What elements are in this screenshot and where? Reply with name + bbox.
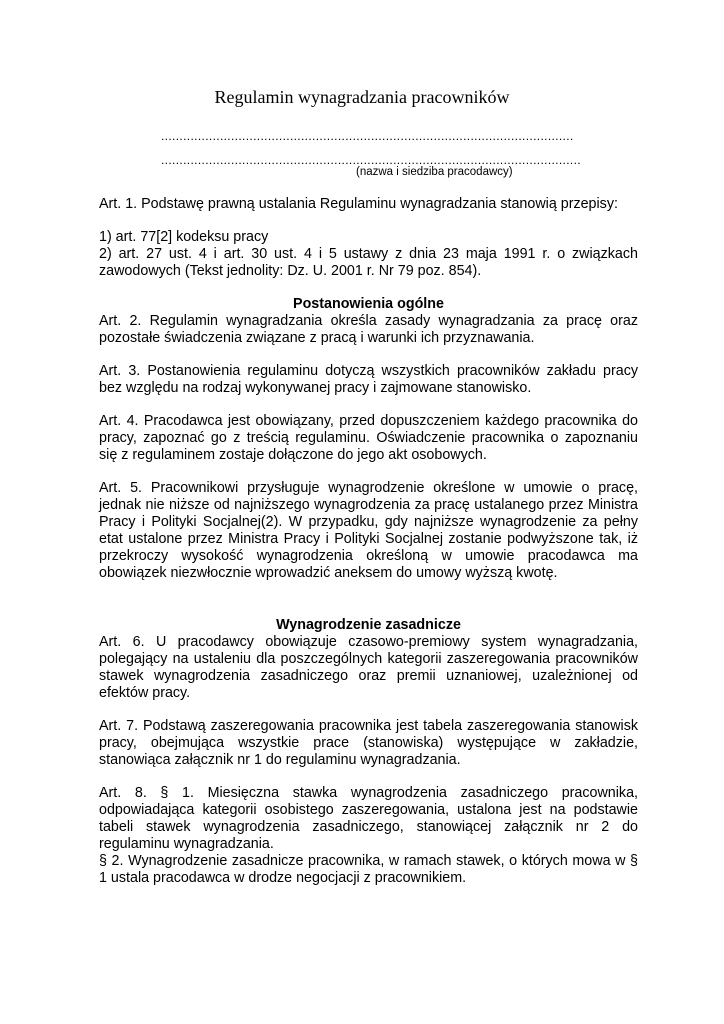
article-1-item-1: 1) art. 77[2] kodeksu pracy — [99, 229, 269, 245]
employer-dots-line-1: ................................................................................................................ — [161, 129, 574, 143]
article-8-paragraph-2: § 2. Wynagrodzenie zasadnicze pracownika, w ramach stawek, o których mowa w § 1 ustala pracodawca w drodze negocjacji z pracownikiem. — [99, 853, 638, 886]
article-1-item-2: 2) art. 27 ust. 4 i art. 30 ust. 4 i 5 ustawy z dnia 23 maja 1991 r. o związkach zawodowych (Tekst jednolity: Dz. U. 2001 r. Nr 79 poz. 854). — [99, 246, 638, 279]
article-2: Art. 2. Regulamin wynagradzania określa zasady wynagradzania za pracę oraz pozostałe świadczenia związane z pracą i warunki ich przyznawania. — [99, 313, 638, 346]
section-heading-base-salary: Wynagrodzenie zasadnicze — [276, 617, 461, 633]
employer-caption: (nazwa i siedziba pracodawcy) — [356, 166, 513, 178]
article-1: Art. 1. Podstawę prawną ustalania Regulaminu wynagradzania stanowią przepisy: — [99, 196, 618, 212]
article-8-paragraph-1: Art. 8. § 1. Miesięczna stawka wynagrodzenia zasadniczego pracownika, odpowiadająca kategorii osobistego zaszeregowania, ustalona jest na podstawie tabeli stawek wynagrodzenia zasadniczego, stanowiącej załącznik nr 2 do regulaminu wynagradzania. — [99, 785, 638, 852]
employer-dots-line-2: .................................................................................................................. — [161, 153, 581, 167]
article-4: Art. 4. Pracodawca jest obowiązany, przed dopuszczeniem każdego pracownika do pracy, zapoznać go z treścią regulaminu. Oświadczenie pracownika o zapoznaniu się z regulaminem zostaje dołączone do jego akt osobowych. — [99, 413, 638, 463]
article-7: Art. 7. Podstawą zaszeregowania pracownika jest tabela zaszeregowania stanowisk pracy, obejmująca wszystkie prace (stanowiska) występujące w zakładzie, stanowiąca załącznik nr 1 do regulaminu wynagradzania. — [99, 718, 638, 768]
article-5: Art. 5. Pracownikowi przysługuje wynagrodzenie określone w umowie o pracę, jednak nie niższe od najniższego wynagrodzenia za pracę ustalanego przez Ministra Pracy i Polityki Socjalnej(2). W przypadku, gdy najniższe wynagrodzenie za pełny etat ustalone przez Ministra Pracy i Polityki Socjalnej zostanie podwyższone tak, iż przekroczy wysokość wynagrodzenia określoną w umowie pracodawca ma obowiązek niezwłocznie wprowadzić aneksem do umowy wyższą kwotę. — [99, 480, 638, 581]
article-6: Art. 6. U pracodawcy obowiązuje czasowo-premiowy system wynagradzania, polegający na ustaleniu dla poszczególnych kategorii zaszeregowania pracowników stawek wynagrodzenia zasadniczego oraz premii uznaniowej, uzależnionej od efektów pracy. — [99, 634, 638, 701]
article-3: Art. 3. Postanowienia regulaminu dotyczą wszystkich pracowników zakładu pracy bez względu na rodzaj wykonywanej pracy i zajmowane stanowisko. — [99, 363, 638, 396]
document-body — [99, 196, 638, 903]
section-heading-general: Postanowienia ogólne — [293, 296, 444, 312]
document-title: Regulamin wynagradzania pracowników — [214, 87, 510, 107]
